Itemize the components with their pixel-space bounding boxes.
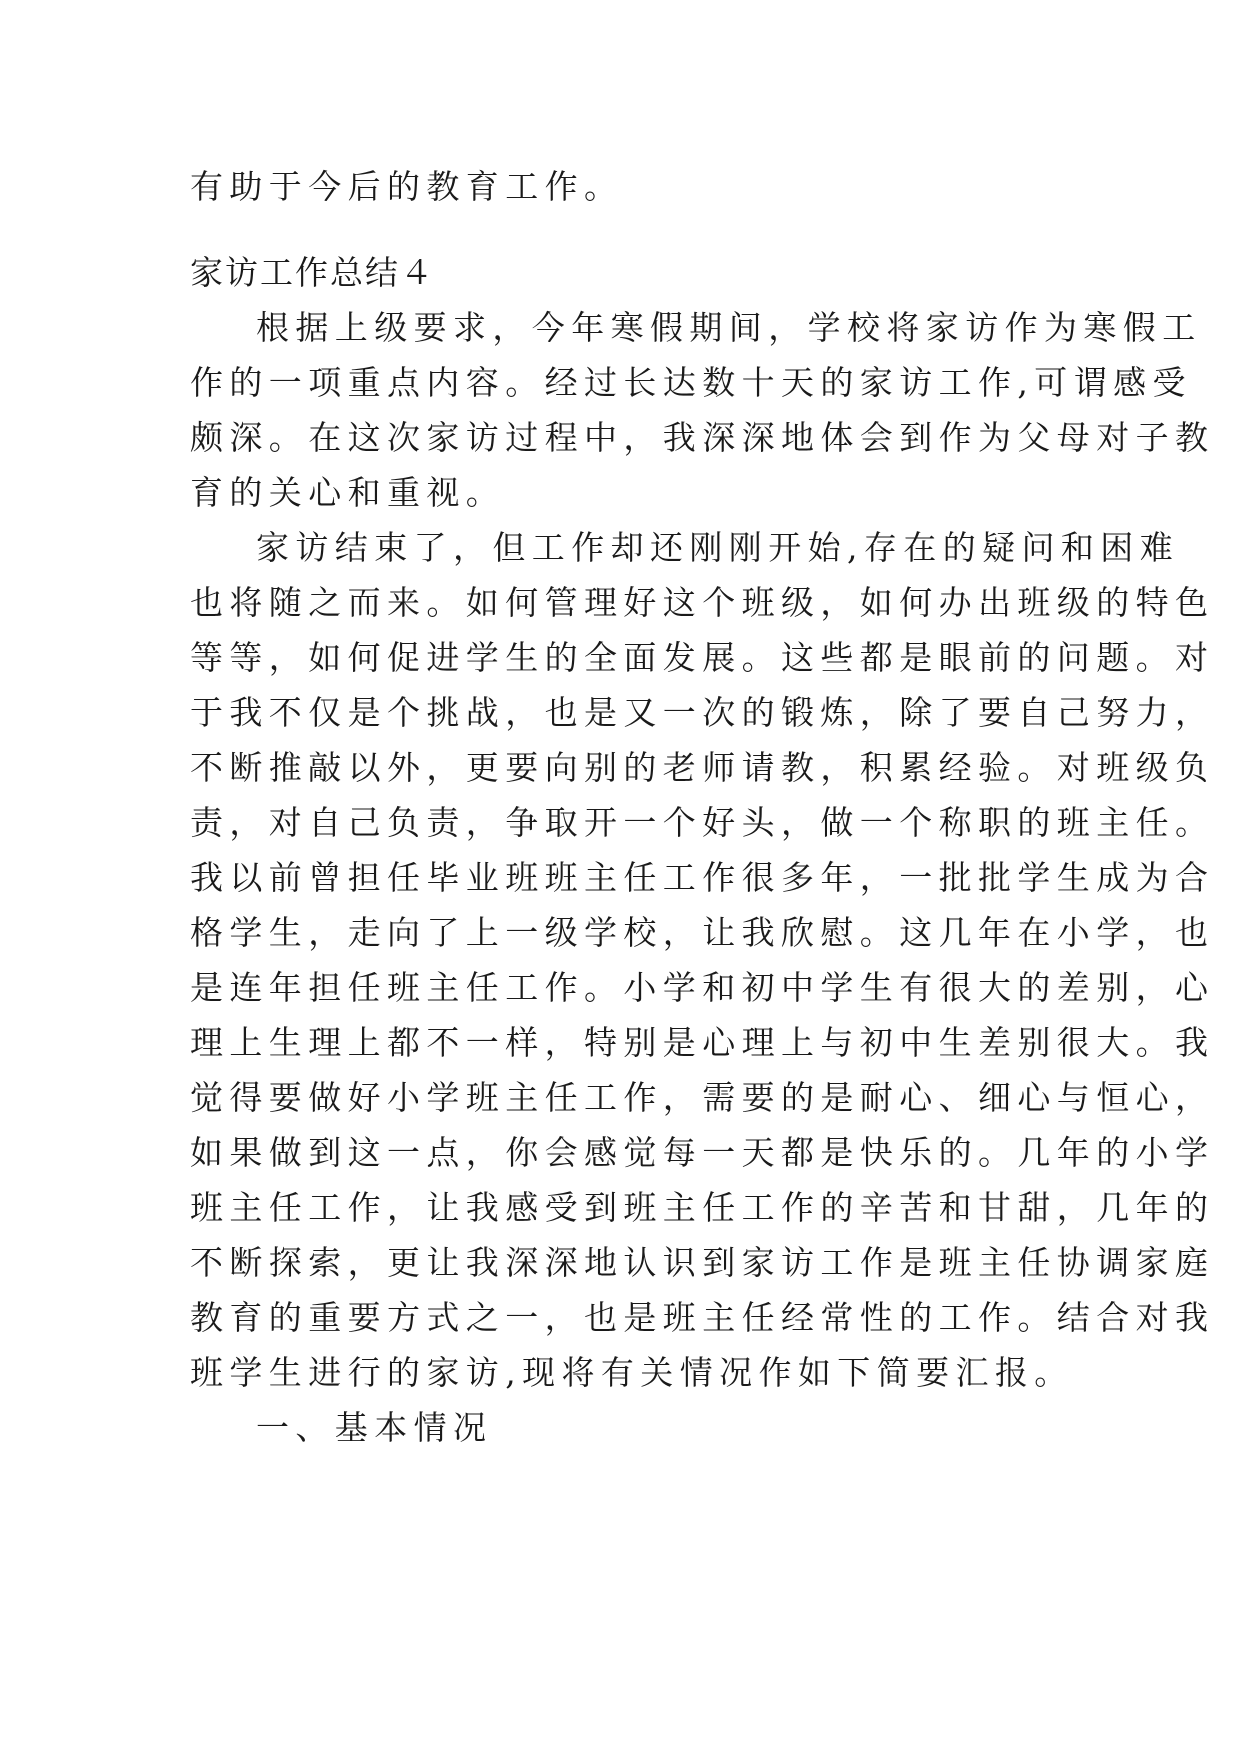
text-line: 颇深。在这次家访过程中，我深深地体会到作为父母对子教 [190,418,1215,457]
subsection-heading: 一、基本情况 [256,1408,493,1447]
section-heading: 家访工作总结４ [190,253,435,292]
text-line: 不断探索，更让我深深地认识到家访工作是班主任协调家庭 [190,1243,1215,1282]
text-line: 班学生进行的家访,现将有关情况作如下简要汇报。 [190,1353,1074,1392]
text-line: 不断推敲以外，更要向别的老师请教，积累经验。对班级负 [190,748,1215,787]
text-line: 责，对自己负责，争取开一个好头，做一个称职的班主任。 [190,803,1215,842]
text-line: 是连年担任班主任工作。小学和初中学生有很大的差别，心 [190,968,1215,1007]
text-line: 格学生，走向了上一级学校，让我欣慰。这几年在小学，也 [190,913,1215,952]
text-line: 理上生理上都不一样，特别是心理上与初中生差别很大。我 [190,1023,1215,1062]
text-line: 于我不仅是个挑战，也是又一次的锻炼，除了要自己努力， [190,693,1215,732]
text-line: 班主任工作，让我感受到班主任工作的辛苦和甘甜，几年的 [190,1188,1215,1227]
text-line: 也将随之而来。如何管理好这个班级，如何办出班级的特色 [190,583,1215,622]
text-line: 有助于今后的教育工作。 [190,167,624,206]
text-line: 如果做到这一点，你会感觉每一天都是快乐的。几年的小学 [190,1133,1215,1172]
text-line: 觉得要做好小学班主任工作，需要的是耐心、细心与恒心， [190,1078,1215,1117]
paragraph-first-line: 家访结束了，但工作却还刚刚开始,存在的疑问和困难 [256,528,1180,567]
text-line: 育的关心和重视。 [190,473,506,512]
paragraph-first-line: 根据上级要求，今年寒假期间，学校将家访作为寒假工 [256,308,1202,347]
text-line: 教育的重要方式之一，也是班主任经常性的工作。结合对我 [190,1298,1215,1337]
text-line: 等等，如何促进学生的全面发展。这些都是眼前的问题。对 [190,638,1215,677]
text-line: 我以前曾担任毕业班班主任工作很多年，一批批学生成为合 [190,858,1215,897]
text-line: 作的一项重点内容。经过长达数十天的家访工作,可谓感受 [190,363,1192,402]
